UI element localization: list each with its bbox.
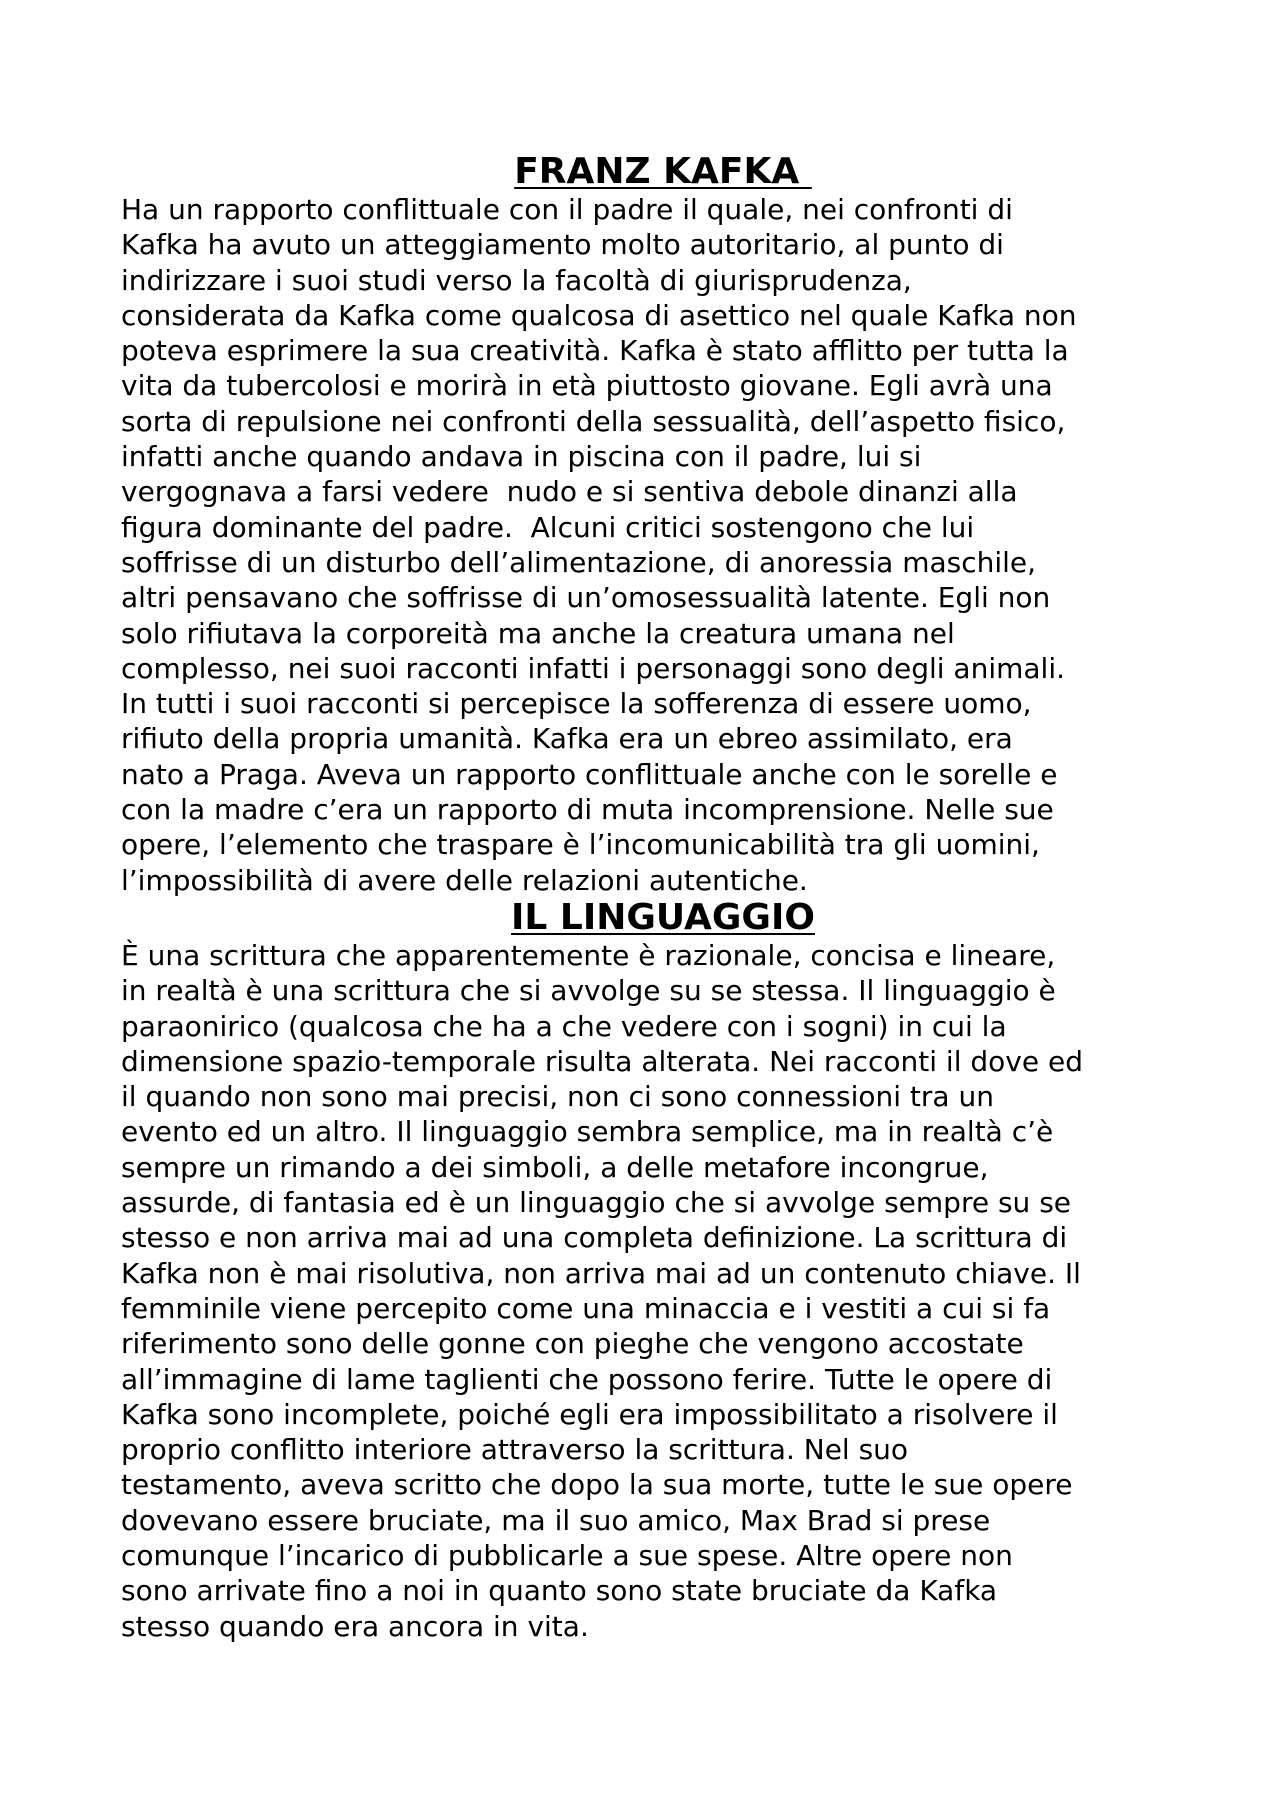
section-biography-text [121,192,1181,898]
text-line: altri pensavano che soffrisse di un’omosessualità latente. Egli non [121,581,1051,615]
text-line: Kafka ha avuto un atteggiamento molto autoritario, al punto di [121,228,1004,262]
text-line: comunque l’incarico di pubblicarle a sue spese. Altre opere non [121,1538,1013,1572]
text-line: solo rifiutava la corporeità ma anche la creatura umana nel [121,616,955,650]
text-line: infatti anche quando andava in piscina con il padre, lui si [121,440,922,474]
text-line: sorta di repulsione nei confronti della sessualità, dell’aspetto fisico, [121,404,1066,438]
text-line: complesso, nei suoi racconti infatti i personaggi sono degli animali. [121,651,1066,685]
document-content [121,152,1181,1644]
text-line: riferimento sono delle gonne con pieghe che vengono accostate [121,1327,1024,1361]
text-line: dovevano essere bruciate, ma il suo amico, Max Brad si prese [121,1503,991,1537]
text-line: il quando non sono mai precisi, non ci sono connessioni tra un [121,1080,994,1114]
text-line: Kafka non è mai risolutiva, non arriva mai ad un contenuto chiave. Il [121,1256,1081,1290]
text-line: in realtà è una scrittura che si avvolge su se stessa. Il linguaggio è [121,974,1056,1008]
text-line: all’immagine di lame taglienti che possono ferire. Tutte le opere di [121,1362,1053,1396]
text-line: dimensione spazio-temporale risulta alterata. Nei racconti il dove ed [121,1044,1083,1078]
text-line: opere, l’elemento che traspare è l’incomunicabilità tra gli uomini, [121,828,1040,862]
text-line: proprio conflitto interiore attraverso la scrittura. Nel suo [121,1433,909,1467]
text-line: vita da tubercolosi e morirà in età piuttosto giovane. Egli avrà una [121,369,1053,403]
text-line: rifiuto della propria umanità. Kafka era un ebreo assimilato, era [121,722,1013,756]
page-title-text: FRANZ KAFKA [514,151,812,192]
text-line: vergognava a farsi vedere nudo e si sentiva debole dinanzi alla [121,475,1018,509]
text-line: stesso quando era ancora in vita. [121,1609,589,1643]
text-line: Ha un rapporto conflittuale con il padre il quale, nei confronti di [121,193,1013,226]
text-line: sono arrivate fino a noi in quanto sono state bruciate da Kafka [121,1574,998,1608]
text-line: soffrisse di un disturbo dell’alimentazione, di anoressia maschile, [121,545,1037,579]
section-heading-text: IL LINGUAGGIO [511,896,815,938]
text-line: In tutti i suoi racconti si percepisce la sofferenza di essere uomo, [121,687,1032,721]
text-line: figura dominante del padre. Alcuni critici sostengono che lui [121,510,975,544]
text-line: con la madre c’era un rapporto di muta incomprensione. Nelle sue [121,793,1054,827]
text-line: testamento, aveva scritto che dopo la sua morte, tutte le sue opere [121,1468,1073,1502]
section-heading-linguaggio [121,898,1181,938]
text-line: sempre un rimando a dei simboli, a delle metafore incongrue, [121,1150,989,1184]
text-line: paraonirico (qualcosa che ha a che vedere con i sogni) in cui la [121,1009,1007,1043]
text-line: Kafka sono incomplete, poiché egli era impossibilitato a risolvere il [121,1397,1058,1431]
text-line: poteva esprimere la sua creatività. Kafka è stato afflitto per tutta la [121,334,1069,368]
text-line: l’impossibilità di avere delle relazioni autentiche. [121,863,808,897]
text-line: evento ed un altro. Il linguaggio sembra semplice, ma in realtà c’è [121,1115,1054,1149]
text-line: nato a Praga. Aveva un rapporto conflittuale anche con le sorelle e [121,757,1058,791]
text-line: assurde, di fantasia ed è un linguaggio che si avvolge sempre su se [121,1186,1072,1220]
text-line: È una scrittura che apparentemente è razionale, concisa e lineare, [121,938,1056,972]
section-linguaggio-text [121,938,1181,1644]
text-line: stesso e non arriva mai ad una completa definizione. La scrittura di [121,1221,1068,1255]
text-line: femminile viene percepito come una minaccia e i vestiti a cui si fa [121,1291,1051,1325]
text-line: indirizzare i suoi studi verso la facoltà di giurisprudenza, [121,263,912,297]
page-title [121,152,1181,192]
text-line: considerata da Kafka come qualcosa di asettico nel quale Kafka non [121,298,1077,332]
